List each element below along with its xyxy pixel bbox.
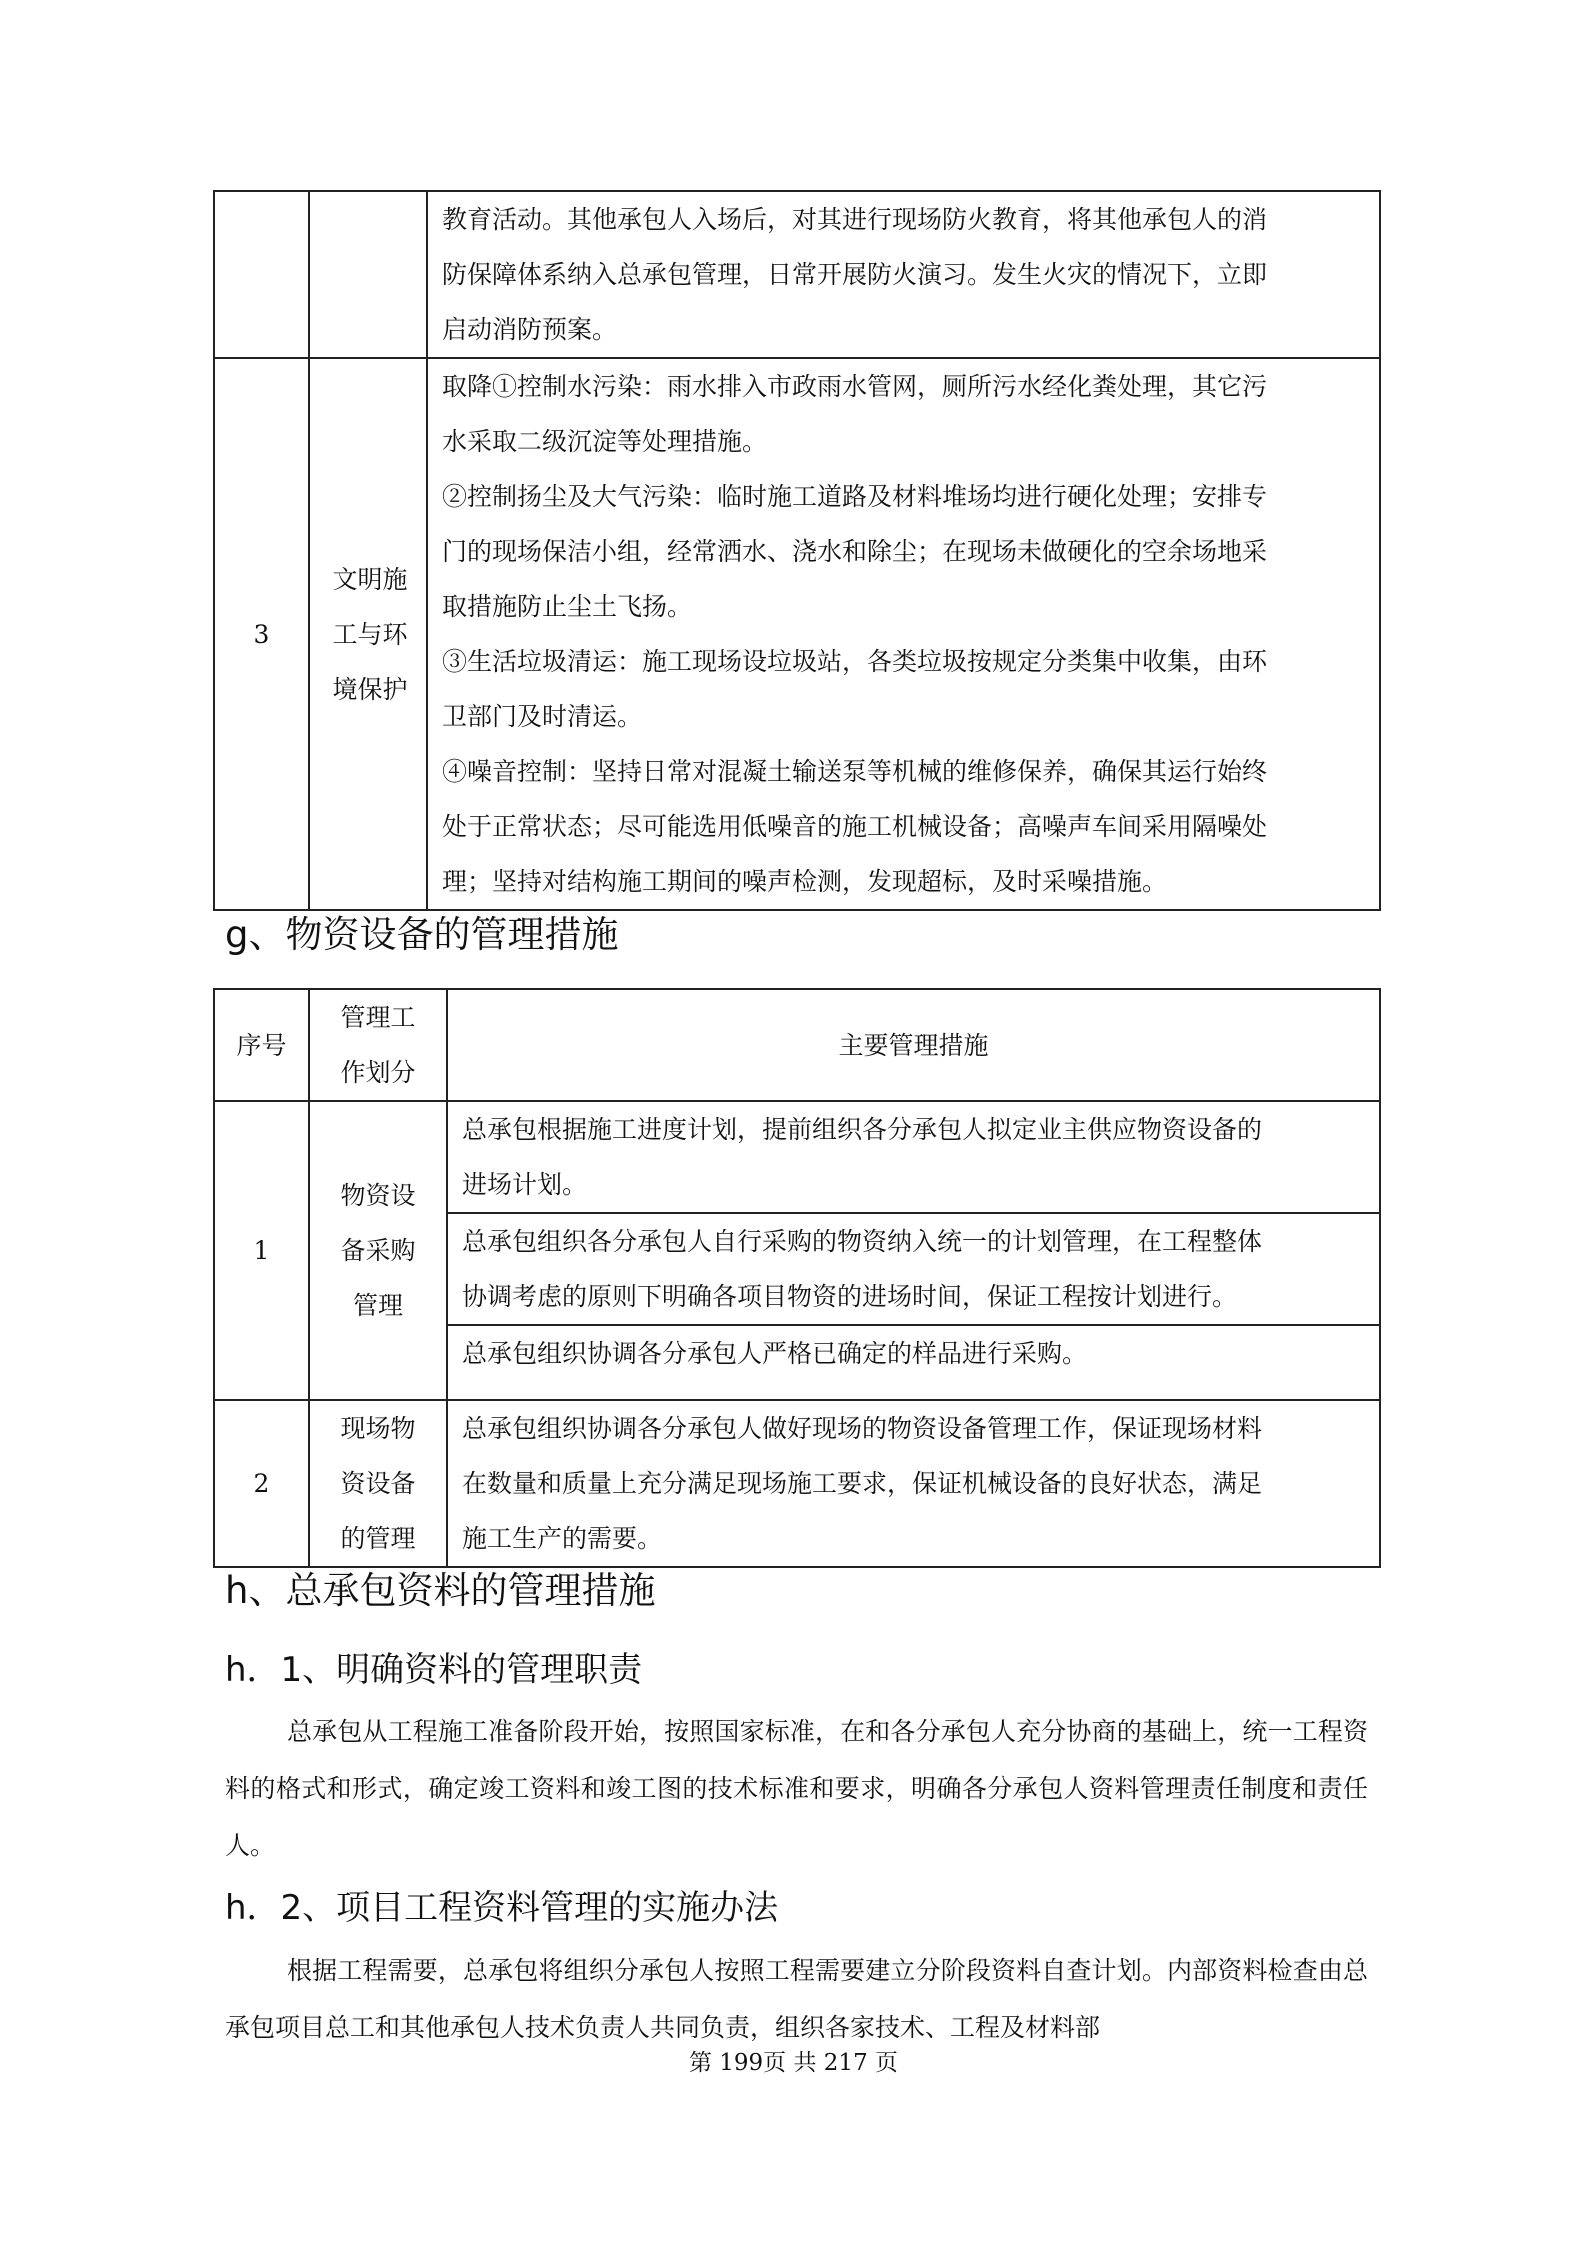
category-line: 资设备 (340, 1469, 416, 1498)
measure-line: ②控制扬尘及大气污染：临时施工道路及材料堆场均进行硬化处理；安排专 (442, 482, 1268, 511)
category-line: 的管理 (340, 1524, 416, 1553)
measure-line: 水采取二级沉淀等处理措施。 (442, 427, 768, 456)
subsection-heading-h1: h．1、明确资料的管理职责 (225, 1650, 643, 1690)
header-number-cell: 序号 (214, 989, 309, 1101)
measure-line: 处于正常状态；尽可能选用低噪音的施工机械设备；高噪声车间采用隔噪处 (442, 812, 1268, 841)
row-measures-cell (447, 1325, 1380, 1400)
row-number-cell: 3 (214, 358, 309, 910)
row-measures-cell (427, 191, 1380, 358)
materials-table (213, 988, 1381, 1568)
category-line: 管理工 (340, 1003, 416, 1032)
page-footer: 第 199页 共 217 页 (688, 2050, 899, 2076)
measure-line: 防保障体系纳入总承包管理，日常开展防火演习。发生火灾的情况下，立即 (442, 260, 1268, 289)
measure-line: 协调考虑的原则下明确各项目物资的进场时间，保证工程按计划进行。 (462, 1282, 1238, 1311)
measure-line: 总承包根据施工进度计划，提前组织各分承包人拟定业主供应物资设备的 (462, 1115, 1263, 1144)
measure-line: 总承包组织协调各分承包人严格已确定的样品进行采购。 (462, 1339, 1088, 1368)
category-line: 备采购 (340, 1236, 416, 1265)
row-measures-cell (447, 1101, 1380, 1213)
measure-line: 总承包组织协调各分承包人做好现场的物资设备管理工作，保证现场材料 (462, 1414, 1263, 1443)
row-category-cell (309, 191, 427, 358)
row-number-cell: 2 (214, 1400, 309, 1567)
row-measures-cell (427, 358, 1380, 910)
row-measures-cell (447, 1213, 1380, 1325)
category-line: 现场物 (340, 1414, 416, 1443)
paragraph-h1: 总承包从工程施工准备阶段开始，按照国家标准，在和各分承包人充分协商的基础上，统一工程资料的格式和形式，确定竣工资料和竣工图的技术标准和要求，明确各分承包人资料管理责任制度和责任人。 (225, 1717, 1368, 1860)
measure-line: 门的现场保洁小组，经常洒水、浇水和除尘；在现场未做硬化的空余场地采 (442, 537, 1268, 566)
measure-line: 总承包组织各分承包人自行采购的物资纳入统一的计划管理，在工程整体 (462, 1227, 1263, 1256)
table-row (214, 191, 1380, 358)
fire-env-table (213, 190, 1381, 911)
header-measures-cell: 主要管理措施 (447, 989, 1380, 1101)
section-heading-g: g、物资设备的管理措施 (225, 913, 619, 956)
subsection-heading-h2: h．2、项目工程资料管理的实施办法 (225, 1888, 779, 1928)
category-line: 境保护 (332, 674, 408, 704)
measure-line: ④噪音控制：坚持日常对混凝土输送泵等机械的维修保养，确保其运行始终 (442, 757, 1268, 786)
category-line: 物资设 (340, 1181, 416, 1210)
row-number-cell: 1 (214, 1101, 309, 1400)
measure-line: 取措施防止尘土飞扬。 (442, 592, 693, 621)
measure-line: 启动消防预案。 (442, 315, 618, 344)
paragraph-h2: 根据工程需要，总承包将组织分承包人按照工程需要建立分阶段资料自查计划。内部资料检查由总承包项目总工和其他承包人技术负责人共同负责，组织各家技术、工程及材料部 (225, 1956, 1368, 2042)
category-line: 文明施 (332, 564, 408, 594)
table-header-row (214, 989, 1380, 1101)
measure-line: 取降①控制水污染：雨水排入市政雨水管网，厕所污水经化粪处理，其它污 (442, 372, 1268, 401)
measure-line: 在数量和质量上充分满足现场施工要求，保证机械设备的良好状态，满足 (462, 1469, 1263, 1498)
measure-line: 施工生产的需要。 (462, 1524, 663, 1553)
category-line: 作划分 (340, 1058, 416, 1087)
measure-line: ③生活垃圾清运：施工现场设垃圾站，各类垃圾按规定分类集中收集，由环 (442, 647, 1268, 676)
table-row (214, 358, 1380, 910)
category-line: 管理 (352, 1291, 403, 1320)
table-row (214, 1101, 1380, 1213)
measure-line: 教育活动。其他承包人入场后，对其进行现场防火教育，将其他承包人的消 (442, 205, 1268, 234)
category-line: 工与环 (332, 619, 408, 649)
row-category-cell (309, 1101, 447, 1400)
row-category-cell (309, 1400, 447, 1567)
row-category-cell (309, 358, 427, 910)
row-number-cell (214, 191, 309, 358)
measure-line: 进场计划。 (462, 1170, 588, 1199)
measure-line: 卫部门及时清运。 (442, 702, 643, 731)
header-category-cell (309, 989, 447, 1101)
row-measures-cell (447, 1400, 1380, 1567)
table-row (214, 1400, 1380, 1567)
section-heading-h: h、总承包资料的管理措施 (225, 1569, 656, 1612)
measure-line: 理；坚持对结构施工期间的噪声检测，发现超标，及时采噪措施。 (442, 867, 1168, 896)
